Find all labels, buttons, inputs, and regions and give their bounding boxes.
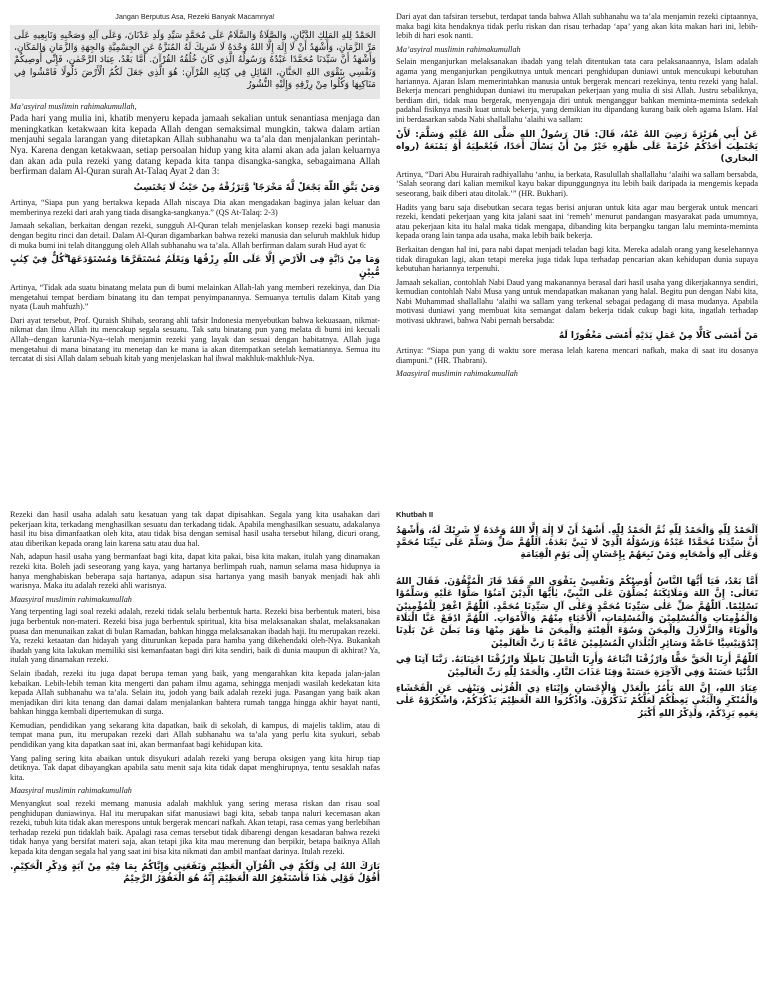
hadith-arabic: عَنْ أَبِي هُرَيْرَةَ رَضِيَ اللهُ عَنْهُ، قَالَ: قَالَ رَسُولُ اللهِ صَلَّى اللهُ عَلَيْهِ وَسَلَّمَ: لَأَنْ يَحْتَطِبَ أَحَدُكُمْ حُزْمَةً عَلَى ظَهْرِهِ خَيْرٌ مِنْ أَنْ يَسْأَلَ أَحَدًا، فَيُعْطِيَهُ أَوْ يَمْنَعَهُ (رواه البخاري): [396, 129, 758, 165]
translation: Artinya, “Dari Abu Hurairah radhiyallahu ‘anhu, ia berkata, Rasulullah shallallahu ‘alaihi wa sallam bersabda, ‘Salah seorang dari kalian memikul kayu bakar dipunggungnya itu lebih baik daripada ia mengemis kepada seseorang, baik diberi atau ditolak.’” (HR. Bukhari).: [396, 169, 758, 198]
paragraph: Menyangkut soal rezeki memang manusia adalah makhluk yang sering merasa riskan dan risau soal penghidupan duniawinya. Hal itu merupakan sifat manusiawi bagi kita, sebab tanpa naluri kecemasan akan rezeki, tubuh kita tidak akan merespons untuk bergerak mencari nafkah. Akan tetapi, rasa cemas yang berlebihan terhadap rezeki pun tidaklah baik. Apalagi rasa cemas tersebut tidak dibarengi dengan kesadaran bahwa rezeki tidak hanya yang bersifat materi saja, akan tetapi jika kita mau merenung dan berpikir, betapa baiknya Allah kepada kita dengan segala hal yang saat ini bisa kita nikmati dan ambil manfaat darinya. Itulah rezeki.: [10, 799, 380, 856]
closing-arabic: بَارَكَ اللهُ لِي وَلَكُمْ فِي الْقُرْآنِ الْعَظِيْمِ وَنَفَعَنِي وَإِيَّاكُمْ بِمَا فِيْهِ مِنْ آيَةٍ وَذِكْرِ الْحَكِيْمِ. أَقُوْلُ قَوْلِي هٰذَا فَأَسْتَغْفِرُ اللهَ الْعَظِيْمَ إِنَّهُ هُوَ الْغَفُوْرُ الرَّحِيْمُ: [10, 861, 380, 884]
section-heading: Maasyiral muslimin rahimakumullah: [10, 594, 132, 604]
paragraph: Selain ibadah, rezeki itu juga dapat berupa teman yang baik, yang mengarahkan kita kepada jalan-jalan kebaikan. Lebih-lebih teman kita mengerti dan paham ilmu agama, sehingga menjadi wasilah kedekatan kita kepada Allah subhanahu wa ta’ala. Selain itu, jodoh yang baik adalah rezeki juga. Pasangan yang baik akan menjadikan diri kita tenang dan damai dalam menjalankan bahtera rumah tangga hingga akhir hayat nanti, bahkan hingga kembali dipertemukan di surga.: [10, 668, 380, 717]
paragraph: Dari ayat dan tafsiran tersebut, terdapat tanda bahwa Allah subhanahu wa ta’ala menjamin rezeki ciptaannya, maka bagi kita hendaknya tidak perlu riskan dan risau terhadap ‘apa’ yang akan kita makan hari ini, lebih-lebih di hari esok nanti.: [396, 12, 758, 41]
paragraph: Nah, adapun hasil usaha yang bermanfaat bagi kita, dapat kita pakai, bisa kita makan, itulah yang dinamakan rezeki kita. Boleh jadi seseorang yang kaya, yang hartanya berlimpah ruah, namun selama masa hidupnya ia hanya menghabiskan beberapa saja hartanya, adapun sisa hartanya yang masih banyak menjadi hak ahli warisnya. Maka itu adalah rezeki ahli warisnya.: [10, 552, 380, 591]
paragraph: Jamaah sekalian, contohlah Nabi Daud yang makanannya berasal dari hasil usaha yang dikerjakannya sendiri, kemudian contohlah Nabi Musa yang untuk mendapatkan makanan yang halal. Begitu pun dengan Nabi kita, Nabi Muhammad shallallahu ‘alaihi wa sallam yang terkenal sebagai pedagang di masa mudanya. Apabila motivasi duniawi yang membuat kita semangat dalam bekerja tidak cukup bagi kita, ingatlah terhadap motivasi ukhrawi, bahwa Nabi pernah bersabda:: [396, 277, 758, 326]
paragraph: Rezeki dan hasil usaha adalah satu kesatuan yang tak dapat dipisahkan. Segala yang kita usahakan dari pekerjaan kita, terkadang menghasilkan sesuatu dan terkadang tidak. Apabila menghasilkan sesuatu, adakalanya hasil itu bisa dimanfaatkan oleh kita, atau tidak bisa dengan semisal hasil usaha tersebut hilang, dicuri orang, atau diberikan kepada orang lain karena satu atau dua hal.: [10, 510, 380, 548]
section-heading: Maasyiral muslimin rahimakumullah: [10, 786, 132, 796]
hadith-arabic: مَنْ أَمْسَى كَالًّا مِنْ عَمَلِ يَدَيْهِ أَمْسَى مَغْفُورًا لَهُ: [558, 330, 758, 341]
quran-verse: وَمَا مِنْ دَاۤبَّةٍ فِى الْاَرْضِ اِلَّا عَلَى اللّٰهِ رِزْقُهَا وَيَعْلَمُ مُسْتَقَرَّهَا وَمُسْتَوْدَعَهَا ۗكُلٌّ فِيْ كِتٰبٍ مُّبِيْنٍ: [10, 255, 380, 278]
khutbah-arabic: اَللّٰهُمَّ أَرِنَا الْحَقَّ حَقًّا وَارْزُقْنَا اتِّبَاعَهُ وَأَرِنَا الْبَاطِلَ بَاطِلًا وَارْزُقْنَا اجْتِنَابَهُ. رَبَّنَا آتِنَا فِي الدُّنْيَا حَسَنَةً وَفِي الْآخِرَةِ حَسَنَةً وَقِنَا عَذَابَ النَّارِ. وَالْحَمْدُ لِلّٰهِ رَبِّ الْعَالَمِيْنَ: [396, 655, 758, 678]
page-2: [396, 12, 758, 484]
spacer: [396, 566, 758, 574]
opening-arabic: الحَمْدُ لِلهِ المَلِكِ الدَّيَّانِ، وَالصَّلَاةُ وَالسَّلَامُ عَلَى مُحَمَّدٍ سَيِّدِ وَلَدِ عَدْنَانَ، وَعَلَى آلِهِ وَصَحْبِهِ وَتَابِعِيهِ عَلَى مَرِّ الزَّمَانِ، وَأَشْهَدُ أَنْ لَا إِلَهَ إِلَّا اللهُ وَحْدَهُ لَا شَرِيكَ لَهُ المُنَزَّهُ عَنِ الجِسْمِيَّةِ وَالجِهَةِ وَالزَّمَانِ وَالمَكَانِ، وَأَشْهَدُ أَنَّ سَيِّدَنَا مُحَمَّدًا عَبْدُهُ وَرَسُولُهُ الَّذِي كَانَ خُلُقُهُ القُرْآنَ. أَمَّا بَعْدُ، عِبَادَ الرَّحْمٰنِ، فَإِنِّي أُوصِيكُمْ وَنَفْسِي بِتَقْوَى اللهِ الحَنَّانِ، القَائِلِ فِي كِتَابِهِ القُرْآنِ: هُوَ الَّذِي جَعَلَ لَكُمُ الْأَرْضَ ذَلُولًا فَامْشُوا فِي مَنَاكِبِهَا وَكُلُوا مِنْ رِزْقِهِ وَإِلَيْهِ النُّشُورُ: [14, 30, 376, 91]
paragraph: Jamaah sekalian, berkaitan dengan rezeki, sungguh Al-Quran telah menjelaskan konsep rezeki bagi manusia dengan begitu rinci dan detail. Dalam Al-Quran digambarkan bahwa rezeki manusia dan seluruh makhluk hidup di muka bumi ini telah ditanggung oleh Allah subhanahu wa ta’ala. Allah berfirman dalam surah Hud ayat 6:: [10, 221, 380, 250]
khutbah-arabic: عِبَادَ اللهِ، إِنَّ اللهَ يَأْمُرُ بِالْعَدْلِ وَالْإِحْسَانِ وَإِيْتَاءِ ذِي الْقُرْبٰى وَيَنْهٰى عَنِ الْفَحْشَاءِ وَالْمُنْكَرِ وَالْبَغْيِ يَعِظُكُمْ لَعَلَّكُمْ تَذَكَّرُوْنَ. وَاذْكُرُوا اللهَ الْعَظِيْمَ يَذْكُرْكُمْ، وَاشْكُرُوْهُ عَلٰى نِعَمِهِ يَزِدْكُمْ، وَلَذِكْرُ اللهِ أَكْبَرُ: [396, 684, 758, 719]
translation: Artinya, “Siapa pun yang bertakwa kepada Allah niscaya Dia akan mengadakan baginya jalan keluar dan memberinya rezeki dari arah yang tiada disangka-sangkanya.” (QS At-Talaq: 2-3): [10, 198, 380, 217]
page-1: [10, 12, 380, 484]
quran-verse: وَمَنْ يَتَّقِ اللّٰهَ يَجْعَلْ لَّهٗ مَخْرَجًا ۙ وَّيَرْزُقْهُ مِنْ حَيْثُ لَا يَحْتَسِبُ: [133, 182, 380, 193]
opening-arabic-box: [10, 25, 380, 99]
section-heading: Ma’asyiral muslimin rahimakumullah: [396, 44, 521, 54]
page-4: [396, 510, 758, 1000]
page-3: [10, 510, 380, 1000]
section-heading: Ma’asyiral muslimin rahimakumullah,: [10, 101, 137, 111]
paragraph: Berkaitan dengan hal ini, para nabi dapat menjadi teladan bagi kita. Mereka adalah orang yang keselehannya tidak diragukan lagi, akan tetapi mereka juga tidak lupa terhadap pencarian akan kehidupan dunia supaya kebutuhan hariannya terpenuhi.: [396, 244, 758, 274]
khutbah-heading: Khutbah II: [396, 510, 434, 519]
paragraph: Pada hari yang mulia ini, khatib menyeru kepada jamaah sekalian untuk senantiasa menjaga dan meningkatkan ketakwaan kita kepada Allah dengan semaksimal mungkin, takwa dalam artian menjauhi segala larangan yang ditetapkan Allah subhanahu wa ta’ala dan menjalankan perintah-Nya. Karena dengan ketakwaan, setiap persoalan hidup yang kita alami akan ada jalan keluarnya dan akan ada pula rezeki yang datang kepada kita tanpa disangka-sangka, sebagaimana Allah berfirman dalam Al-Quran surah At-Talaq Ayat 2 dan 3:: [10, 114, 380, 178]
paragraph: Dari ayat tersebut, Prof. Quraish Shihab, seorang ahli tafsir Indonesia menyebutkan bahwa kekuasaan, nikmat-nikmat dan ilmu Allah itu mencakup segala sesuatu. Tak satu binatang pun yang melata di bumi ini kecuali Allah--dengan karunia-Nya--telah menjamin rezeki yang layak dan sesuai dengan habitatnya. Allah juga mengetahui di mana binatang itu menetap dan ke mana ia akan ditempatkan setelah kematiannya. Semua itu tercatat di sisi Allah dalam sebuah kitab yang menjelaskan hal ihwal makhluk-makhluk-Nya.: [10, 315, 380, 364]
translation: Artinya: “Siapa pun yang di waktu sore merasa lelah karena mencari nafkah, maka di saat itu dosanya diampuni.” (HR. Thabrani).: [396, 346, 758, 365]
paragraph: Kemudian, pendidikan yang sekarang kita dapatkan, baik di sekolah, di kampus, di majelis taklim, atau di tempat mana pun, itu merupakan rezeki dari Allah subhanahu wa ta’ala yang perlu kita syukuri, sebab pendidikan yang kita dapatkan saat ini, akan bermanfaat bagi kehidupan kita.: [10, 720, 380, 750]
khutbah-arabic: اَلْحَمْدُ لِلّٰهِ وَالْحَمْدُ لِلّٰهِ ثُمَّ الْحَمْدُ لِلّٰهِ. أَشْهَدُ أَنْ لَا إِلٰهَ إِلَّا اللهُ وَحْدَهُ لَا شَرِيْكَ لَهُ، وَأَشْهَدُ أَنَّ سَيِّدَنَا مُحَمَّدًا عَبْدُهُ وَرَسُوْلُهُ الَّذِيْ لَا نَبِيَّ بَعْدَهُ. اَللّٰهُمَّ صَلِّ وَسَلِّمْ عَلٰى نَبِيِّنَا مُحَمَّدٍ وَعَلٰى آلِهِ وَأَصْحَابِهِ وَمَنْ تَبِعَهُمْ بِإِحْسَانٍ إِلٰى يَوْمِ الْقِيَامَةِ: [396, 525, 758, 561]
khutbah-arabic: أَمَّا بَعْدُ، فَيَا أَيُّهَا النَّاسُ أُوْصِيْكُمْ وَنَفْسِيْ بِتَقْوَى اللهِ فَقَدْ فَازَ الْمُتَّقُوْنَ. فَقَالَ اللهُ تَعَالٰى: إِنَّ اللهَ وَمَلَائِكَتَهُ يُصَلُّوْنَ عَلَى النَّبِيِّ، يٰأَيُّهَا الَّذِيْنَ آمَنُوْا صَلُّوْا عَلَيْهِ وَسَلِّمُوْا تَسْلِيْمًا. اَللّٰهُمَّ صَلِّ عَلٰى سَيِّدِنَا مُحَمَّدٍ وَعَلٰى آلِ سَيِّدِنَا مُحَمَّدٍ. اَللّٰهُمَّ اغْفِرْ لِلْمُؤْمِنِيْنَ وَالْمُؤْمِنَاتِ وَالْمُسْلِمِيْنَ وَالْمُسْلِمَاتِ، اَلْأَحْيَاءِ مِنْهُمْ وَالْأَمْوَاتِ. اَللّٰهُمَّ ادْفَعْ عَنَّا الْبَلَاءَ وَالْوَبَاءَ وَالزَّلَازِلَ وَالْمِحَنَ وَسُوْءَ الْفِتْنَةِ وَالْمِحَنَ مَا ظَهَرَ مِنْهَا وَمَا بَطَنَ عَنْ بَلَدِنَا إِنْدُوْنِيْسِيَّا خَاصَّةً وَسَائِرِ الْبُلْدَانِ الْمُسْلِمِيْنَ عَامَّةً يَا رَبَّ الْعَالَمِيْنَ: [396, 576, 758, 649]
translation: Artinya, “Tidak ada suatu binatang melata pun di bumi melainkan Allah-lah yang memberi rezekinya, dan Dia mengetahui tempat berdiam binatang itu dan tempat penyimpanannya. Semuanya tertulis dalam Kitab yang nyata (Lauh mahfuzh).”: [10, 282, 380, 312]
section-heading: Maasyiral muslimin rahimakumullah: [396, 369, 518, 379]
paragraph: Yang terpenting lagi soal rezeki adalah, rezeki tidak selalu berbentuk harta. Rezeki bisa berbentuk materi, bisa juga berbentuk non-materi. Rezeki bisa juga berbentuk spiritual, kita bisa melaksanakan shalat, melaksanakan puasa dan menunaikan zakat di bulan Ramadan, bahkan hingga melaksanakan ibadah haji. Itu merupakan rezeki. Ya, rezeki ketaatan dan hidayah yang diturunkan kepada para hamba yang dikehendaki oleh-Nya. Bukankah ibadah yang kita lakukan memiliki sisi kemanfaatan bagi diri kita sendiri, baik di dunia maupun di akhirat? Ya, itulah yang dinamakan rezeki.: [10, 607, 380, 665]
paragraph: Yang paling sering kita abaikan untuk disyukuri adalah rezeki yang berupa oksigen yang kita hirup tiap detiknya. Tak dapat dibayangkan apabila satu menit saja kita tidak dapat menghirupnya, tentu sesaklah nafas kita.: [10, 753, 380, 782]
paragraph: Hadits yang baru saja disebutkan secara tegas berisi anjuran untuk kita agar mau bergerak untuk mencari rezeki, kendati pekerjaan yang kita jalani saat ini ‘remeh’ menurut pandangan masyarakat pada umumnya, atau pekerjaan kita itu halal maka tidak mengapa, dibanding kita berpangku tangan lalu meminta-meminta kepada orang lain tanpa ada usaha, maka lebih baik bekerja.: [396, 202, 758, 241]
document-title: Jangan Berputus Asa, Rezeki Banyak Macamnya!: [115, 12, 275, 21]
paragraph: Selain menganjurkan melaksanakan ibadah yang telah ditentukan tata cara pelaksanaannya, Islam adalah agama yang menganjurkan pengikutnya untuk mencari penghidupan duniawi untuk mencukupi kebutuhan hariannya. Ajaran Islam memerintahkan manusia untuk bergerak mencari rezekinya, tentu rezeki yang halal. Bekerja mencari penghidupan duniawi itu merupakan pekerjaan yang mulia di sisi Allah. Justru sebaliknya, berdiam diri, tidak mau bergerak, menyengaja diri untuk menganggur bahkan meminta-meminta sedekah padahal fisiknya masih kuat untuk bekerja, yang demikian itu dipandang kurang baik oleh agama Islam. Hal ini berdasarkan sabda Nabi shallallahu ‘alaihi wa sallam:: [396, 57, 758, 124]
